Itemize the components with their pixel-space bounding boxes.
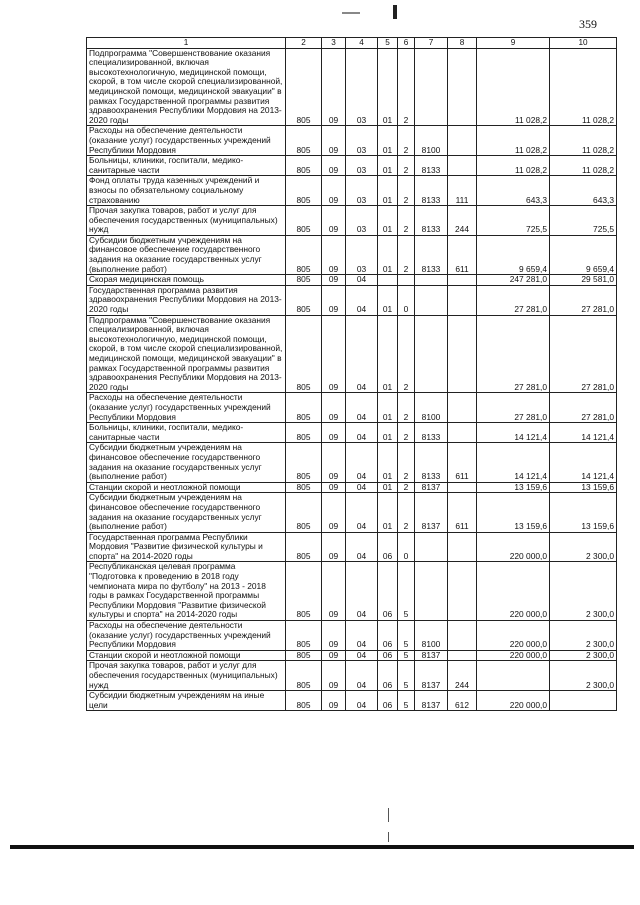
row-name-cell: Подпрограмма "Совершенствование оказания специализированной, включая высокотехнологичную, медицинской помощи, скорой, в том числе скорой специализированной, медицинской помощи, медицинской эвакуации" в рамках Государственной программы развития здравоохранения Республики Мордовия на 2013-2020 годы — [87, 315, 286, 393]
row-cell-c3: 09 — [322, 285, 346, 315]
row-cell-c3: 09 — [322, 562, 346, 621]
scan-artifact-tick — [388, 832, 389, 842]
row-cell-c6: 2 — [398, 48, 415, 126]
row-cell-c5: 06 — [378, 562, 398, 621]
row-cell-c8 — [448, 315, 477, 393]
row-cell-c5 — [378, 275, 398, 286]
row-cell-c8: 111 — [448, 176, 477, 206]
row-name-cell: Больницы, клиники, госпитали, медико-санитарные части — [87, 423, 286, 443]
row-cell-c2: 805 — [286, 443, 322, 482]
row-cell-c7: 8100 — [415, 621, 448, 651]
row-name-cell: Фонд оплаты труда казенных учреждений и взносы по обязательному социальному страхованию — [87, 176, 286, 206]
table-row — [87, 206, 617, 236]
row-cell-c4: 04 — [346, 661, 378, 691]
header-col-3: 3 — [322, 38, 346, 49]
row-cell-c6: 5 — [398, 650, 415, 661]
row-name-cell: Субсидии бюджетным учреждениям на финансовое обеспечение государственного задания на оказание государственных услуг (выполнение работ) — [87, 235, 286, 274]
row-cell-c3: 09 — [322, 493, 346, 532]
row-cell-c5: 06 — [378, 661, 398, 691]
table-row — [87, 532, 617, 562]
row-cell-c4: 04 — [346, 443, 378, 482]
row-cell-c5: 01 — [378, 315, 398, 393]
row-name-cell: Расходы на обеспечение деятельности (оказание услуг) государственных учреждений Республики Мордовия — [87, 126, 286, 156]
row-cell-c7: 8133 — [415, 423, 448, 443]
table-row — [87, 275, 617, 286]
row-cell-c8 — [448, 275, 477, 286]
row-cell-c8: 611 — [448, 443, 477, 482]
row-cell-c4: 04 — [346, 393, 378, 423]
table-header-row — [87, 38, 617, 49]
row-cell-c6: 0 — [398, 285, 415, 315]
header-col-1: 1 — [87, 38, 286, 49]
row-cell-c7: 8100 — [415, 393, 448, 423]
row-cell-c4: 04 — [346, 691, 378, 711]
row-cell-c8: 244 — [448, 206, 477, 236]
row-cell-c7: 8100 — [415, 126, 448, 156]
header-col-4: 4 — [346, 38, 378, 49]
row-cell-c2: 805 — [286, 482, 322, 493]
row-cell-c2: 805 — [286, 493, 322, 532]
row-cell-c9: 14 121,4 — [477, 423, 550, 443]
row-cell-c5: 06 — [378, 621, 398, 651]
row-cell-c4: 04 — [346, 650, 378, 661]
row-name-cell: Республиканская целевая программа "Подготовка к проведению в 2018 году чемпионата мира по футболу" на 2013 - 2018 годы в рамках Государственной программы Республики Мордовия "Развитие физической культуры и спорта" на 2014-2020 годы — [87, 562, 286, 621]
row-name-cell: Подпрограмма "Совершенствование оказания специализированной, включая высокотехнологичную, медицинской помощи, скорой, в том числе скорой специализированной, медицинской помощи, медицинской эвакуации" в рамках Государственной программы развития здравоохранения Республики Мордовия на 2013-2020 годы — [87, 48, 286, 126]
row-cell-c7: 8137 — [415, 482, 448, 493]
row-cell-c5: 01 — [378, 285, 398, 315]
row-cell-c2: 805 — [286, 661, 322, 691]
row-cell-c10: 11 028,2 — [550, 48, 617, 126]
row-cell-c9: 11 028,2 — [477, 48, 550, 126]
row-cell-c9: 27 281,0 — [477, 285, 550, 315]
row-cell-c6: 2 — [398, 176, 415, 206]
header-col-2: 2 — [286, 38, 322, 49]
table-row — [87, 443, 617, 482]
row-cell-c4: 04 — [346, 621, 378, 651]
row-cell-c7 — [415, 285, 448, 315]
header-col-9: 9 — [477, 38, 550, 49]
row-cell-c10: 27 281,0 — [550, 393, 617, 423]
row-cell-c5: 01 — [378, 206, 398, 236]
row-cell-c7 — [415, 48, 448, 126]
row-cell-c2: 805 — [286, 423, 322, 443]
row-cell-c2: 805 — [286, 206, 322, 236]
row-cell-c2: 805 — [286, 235, 322, 274]
row-cell-c5: 01 — [378, 393, 398, 423]
row-cell-c9: 220 000,0 — [477, 650, 550, 661]
row-cell-c8: 612 — [448, 691, 477, 711]
row-cell-c2: 805 — [286, 315, 322, 393]
row-cell-c7 — [415, 315, 448, 393]
row-cell-c6: 2 — [398, 393, 415, 423]
row-cell-c2: 805 — [286, 393, 322, 423]
row-cell-c6: 2 — [398, 235, 415, 274]
table-row — [87, 650, 617, 661]
row-cell-c6: 2 — [398, 156, 415, 176]
row-cell-c3: 09 — [322, 650, 346, 661]
row-name-cell: Прочая закупка товаров, работ и услуг для обеспечения государственных (муниципальных) нужд — [87, 661, 286, 691]
table-row — [87, 315, 617, 393]
row-cell-c4: 04 — [346, 423, 378, 443]
table-row — [87, 562, 617, 621]
row-cell-c10: 2 300,0 — [550, 532, 617, 562]
row-cell-c4: 03 — [346, 176, 378, 206]
row-cell-c6: 2 — [398, 126, 415, 156]
row-cell-c10: 2 300,0 — [550, 661, 617, 691]
header-col-7: 7 — [415, 38, 448, 49]
row-cell-c6: 2 — [398, 315, 415, 393]
row-cell-c7 — [415, 532, 448, 562]
row-cell-c4: 03 — [346, 235, 378, 274]
row-cell-c9: 643,3 — [477, 176, 550, 206]
row-cell-c2: 805 — [286, 275, 322, 286]
row-cell-c6: 5 — [398, 562, 415, 621]
row-name-cell: Станции скорой и неотложной помощи — [87, 650, 286, 661]
header-col-10: 10 — [550, 38, 617, 49]
row-cell-c2: 805 — [286, 691, 322, 711]
row-cell-c7: 8137 — [415, 691, 448, 711]
table-row — [87, 393, 617, 423]
row-cell-c7: 8133 — [415, 156, 448, 176]
row-cell-c3: 09 — [322, 315, 346, 393]
row-cell-c9: 220 000,0 — [477, 532, 550, 562]
row-cell-c10 — [550, 691, 617, 711]
row-cell-c5: 01 — [378, 493, 398, 532]
row-cell-c10: 9 659,4 — [550, 235, 617, 274]
row-cell-c9 — [477, 661, 550, 691]
row-cell-c3: 09 — [322, 48, 346, 126]
row-cell-c2: 805 — [286, 532, 322, 562]
table-row — [87, 235, 617, 274]
row-cell-c8 — [448, 650, 477, 661]
row-cell-c9: 14 121,4 — [477, 443, 550, 482]
row-cell-c5: 06 — [378, 532, 398, 562]
row-cell-c8 — [448, 482, 477, 493]
row-cell-c5: 01 — [378, 235, 398, 274]
row-cell-c4: 04 — [346, 275, 378, 286]
row-cell-c5: 01 — [378, 176, 398, 206]
row-cell-c10: 11 028,2 — [550, 156, 617, 176]
row-cell-c7 — [415, 275, 448, 286]
row-cell-c4: 03 — [346, 206, 378, 236]
row-cell-c9: 725,5 — [477, 206, 550, 236]
table-row — [87, 285, 617, 315]
row-cell-c8 — [448, 48, 477, 126]
row-name-cell: Расходы на обеспечение деятельности (оказание услуг) государственных учреждений Республики Мордовия — [87, 393, 286, 423]
row-cell-c8 — [448, 562, 477, 621]
row-cell-c6: 5 — [398, 621, 415, 651]
row-cell-c10: 2 300,0 — [550, 621, 617, 651]
row-cell-c10: 27 281,0 — [550, 285, 617, 315]
row-cell-c9: 13 159,6 — [477, 482, 550, 493]
row-cell-c3: 09 — [322, 443, 346, 482]
table-row — [87, 493, 617, 532]
row-cell-c4: 04 — [346, 532, 378, 562]
row-cell-c7: 8133 — [415, 443, 448, 482]
row-cell-c9: 11 028,2 — [477, 156, 550, 176]
row-name-cell: Прочая закупка товаров, работ и услуг для обеспечения государственных (муниципальных) нужд — [87, 206, 286, 236]
row-cell-c9: 13 159,6 — [477, 493, 550, 532]
row-cell-c5: 01 — [378, 156, 398, 176]
row-cell-c10: 14 121,4 — [550, 423, 617, 443]
table-row — [87, 423, 617, 443]
table-row — [87, 691, 617, 711]
row-cell-c9: 220 000,0 — [477, 691, 550, 711]
row-cell-c3: 09 — [322, 532, 346, 562]
row-cell-c2: 805 — [286, 285, 322, 315]
row-cell-c3: 09 — [322, 176, 346, 206]
row-cell-c5: 01 — [378, 126, 398, 156]
table-row — [87, 156, 617, 176]
row-cell-c3: 09 — [322, 235, 346, 274]
row-cell-c9: 27 281,0 — [477, 315, 550, 393]
row-cell-c9: 11 028,2 — [477, 126, 550, 156]
row-cell-c9: 247 281,0 — [477, 275, 550, 286]
row-cell-c3: 09 — [322, 393, 346, 423]
row-cell-c5: 06 — [378, 691, 398, 711]
row-name-cell: Государственная программа Республики Мордовия "Развитие физической культуры и спорта" на 2014-2020 годы — [87, 532, 286, 562]
row-cell-c3: 09 — [322, 126, 346, 156]
row-cell-c10: 14 121,4 — [550, 443, 617, 482]
header-col-5: 5 — [378, 38, 398, 49]
row-cell-c10: 11 028,2 — [550, 126, 617, 156]
row-cell-c8: 244 — [448, 661, 477, 691]
scan-artifact-mark — [393, 5, 397, 19]
row-cell-c8 — [448, 532, 477, 562]
row-cell-c7: 8137 — [415, 493, 448, 532]
row-cell-c6 — [398, 275, 415, 286]
row-cell-c10: 2 300,0 — [550, 562, 617, 621]
row-cell-c6: 2 — [398, 423, 415, 443]
row-cell-c5: 01 — [378, 482, 398, 493]
row-cell-c10: 29 581,0 — [550, 275, 617, 286]
row-name-cell: Государственная программа развития здравоохранения Республики Мордовия на 2013-2020 годы — [87, 285, 286, 315]
row-cell-c7: 8137 — [415, 661, 448, 691]
row-cell-c2: 805 — [286, 176, 322, 206]
row-cell-c8 — [448, 393, 477, 423]
row-cell-c10: 643,3 — [550, 176, 617, 206]
row-cell-c8 — [448, 156, 477, 176]
row-cell-c4: 04 — [346, 482, 378, 493]
row-cell-c5: 01 — [378, 443, 398, 482]
row-name-cell: Субсидии бюджетным учреждениям на финансовое обеспечение государственного задания на оказание государственных услуг (выполнение работ) — [87, 443, 286, 482]
row-cell-c3: 09 — [322, 275, 346, 286]
row-name-cell: Субсидии бюджетным учреждениям на иные цели — [87, 691, 286, 711]
row-cell-c10: 27 281,0 — [550, 315, 617, 393]
row-cell-c10: 725,5 — [550, 206, 617, 236]
row-cell-c3: 09 — [322, 691, 346, 711]
row-cell-c6: 0 — [398, 532, 415, 562]
row-cell-c7: 8133 — [415, 176, 448, 206]
row-cell-c2: 805 — [286, 48, 322, 126]
row-cell-c4: 03 — [346, 156, 378, 176]
page-number: 359 — [579, 17, 597, 31]
table-row — [87, 621, 617, 651]
row-cell-c7 — [415, 562, 448, 621]
row-cell-c10: 2 300,0 — [550, 650, 617, 661]
scan-artifact-line — [342, 12, 360, 14]
header-col-6: 6 — [398, 38, 415, 49]
row-cell-c6: 2 — [398, 443, 415, 482]
row-cell-c7: 8137 — [415, 650, 448, 661]
row-name-cell: Станции скорой и неотложной помощи — [87, 482, 286, 493]
row-cell-c6: 5 — [398, 691, 415, 711]
budget-table — [86, 37, 617, 711]
table-row — [87, 48, 617, 126]
row-cell-c3: 09 — [322, 621, 346, 651]
row-cell-c3: 09 — [322, 661, 346, 691]
row-cell-c8 — [448, 621, 477, 651]
row-cell-c9: 9 659,4 — [477, 235, 550, 274]
row-cell-c5: 01 — [378, 423, 398, 443]
row-cell-c8 — [448, 126, 477, 156]
table-body — [87, 48, 617, 711]
row-cell-c3: 09 — [322, 156, 346, 176]
row-cell-c5: 01 — [378, 48, 398, 126]
row-name-cell: Расходы на обеспечение деятельности (оказание услуг) государственных учреждений Республики Мордовия — [87, 621, 286, 651]
row-cell-c2: 805 — [286, 650, 322, 661]
row-cell-c4: 04 — [346, 493, 378, 532]
row-cell-c10: 13 159,6 — [550, 482, 617, 493]
header-col-8: 8 — [448, 38, 477, 49]
row-cell-c8: 611 — [448, 493, 477, 532]
row-cell-c2: 805 — [286, 156, 322, 176]
row-cell-c2: 805 — [286, 621, 322, 651]
table-row — [87, 482, 617, 493]
row-cell-c5: 06 — [378, 650, 398, 661]
row-cell-c3: 09 — [322, 206, 346, 236]
scan-artifact-tick — [388, 808, 389, 822]
row-cell-c6: 5 — [398, 661, 415, 691]
row-cell-c8: 611 — [448, 235, 477, 274]
row-cell-c8 — [448, 423, 477, 443]
row-name-cell: Скорая медицинская помощь — [87, 275, 286, 286]
row-cell-c4: 03 — [346, 126, 378, 156]
row-cell-c8 — [448, 285, 477, 315]
bottom-rule — [10, 845, 634, 849]
row-name-cell: Больницы, клиники, госпитали, медико-санитарные части — [87, 156, 286, 176]
row-cell-c9: 27 281,0 — [477, 393, 550, 423]
row-cell-c9: 220 000,0 — [477, 562, 550, 621]
row-cell-c6: 2 — [398, 482, 415, 493]
row-cell-c9: 220 000,0 — [477, 621, 550, 651]
row-cell-c7: 8133 — [415, 206, 448, 236]
row-cell-c4: 04 — [346, 562, 378, 621]
row-cell-c4: 03 — [346, 48, 378, 126]
table-row — [87, 126, 617, 156]
row-cell-c7: 8133 — [415, 235, 448, 274]
table-row — [87, 176, 617, 206]
row-cell-c4: 04 — [346, 315, 378, 393]
table-row — [87, 661, 617, 691]
row-cell-c6: 2 — [398, 206, 415, 236]
row-cell-c2: 805 — [286, 562, 322, 621]
row-name-cell: Субсидии бюджетным учреждениям на финансовое обеспечение государственного задания на оказание государственных услуг (выполнение работ) — [87, 493, 286, 532]
row-cell-c2: 805 — [286, 126, 322, 156]
row-cell-c3: 09 — [322, 482, 346, 493]
row-cell-c10: 13 159,6 — [550, 493, 617, 532]
row-cell-c3: 09 — [322, 423, 346, 443]
row-cell-c6: 2 — [398, 493, 415, 532]
row-cell-c4: 04 — [346, 285, 378, 315]
